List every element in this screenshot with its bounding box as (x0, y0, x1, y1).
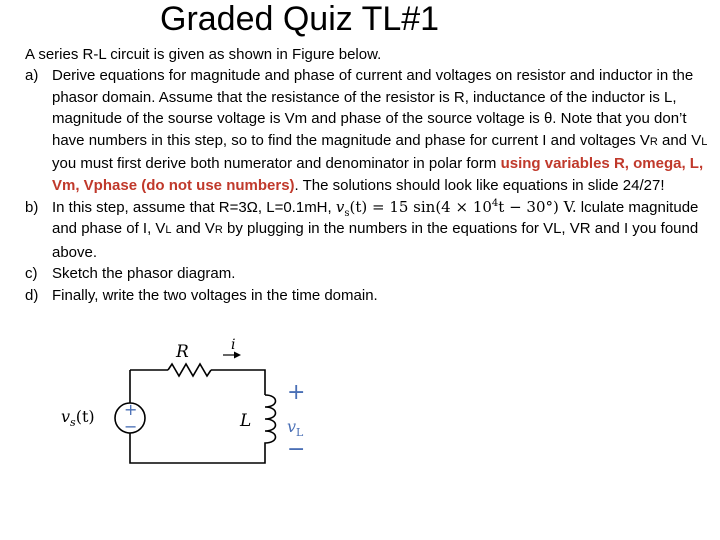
question-d-label: d) (25, 286, 39, 304)
question-a (25, 65, 715, 197)
eq-rest: (t) = 15 sin(4 × 10 (349, 197, 492, 216)
source-label (61, 407, 95, 429)
vl-plus-sign: + (287, 380, 306, 405)
question-b-and: and V (171, 220, 215, 238)
current-label: i (231, 337, 236, 353)
question-a-and: and V (657, 131, 702, 149)
question-list (25, 65, 715, 307)
question-b-text-1: In this step, assume that R=3Ω, L=0.1mH, (52, 198, 332, 216)
question-b (25, 197, 715, 264)
question-c-label: c) (25, 265, 38, 283)
question-b-text-2: lculate magnitude and phase of I, V (52, 198, 699, 238)
source-voltage-equation (336, 198, 577, 217)
eq-v: v (335, 197, 345, 216)
eq-tail: t − 30°) V. (498, 197, 577, 216)
vl-label-sub: L (296, 426, 304, 439)
vl-label (287, 417, 304, 439)
intro-text: A series R-L circuit is given as shown in Figure below. (25, 46, 382, 63)
question-a-emphasis: using variables R, omega, L, Vm, Vphase (do not use numbers) (52, 155, 704, 194)
question-d (25, 285, 715, 307)
source-plus-sign: + (124, 400, 138, 419)
source-minus-sign: − (124, 417, 138, 436)
resistor-label: R (176, 342, 189, 362)
eq-sub: s (344, 207, 350, 219)
source-label-sub: s (70, 416, 76, 429)
question-a-label: a) (25, 67, 39, 84)
question-d-text: Finally, write the two voltages in the time domain. (52, 286, 378, 304)
source-label-arg: (t) (75, 407, 95, 426)
rl-circuit-diagram (55, 335, 325, 465)
question-a-text-1: Derive equations for magnitude and phase of current and voltages on resistor and inductor in the phasor domain. Assume that the resistance of the resistor is R, inductance of the inductor is L, magnitude of the sourse voltage is Vm and phase of the source voltage is θ. Note that you don’t have numbers in this step, so to find the magnitude and phase for current I and voltages V (52, 67, 694, 149)
question-c (25, 263, 715, 285)
source-label-v: v (61, 407, 71, 426)
inductor-symbol (265, 395, 276, 445)
inductor-label: L (240, 411, 252, 431)
vr-subscript-b: R (214, 224, 223, 237)
quiz-title: Graded Quiz TL#1 (160, 0, 440, 38)
vl-minus-sign: − (287, 437, 306, 462)
vl-label-v: v (287, 417, 297, 436)
question-a-text-2: you must first derive both numerator and denominator in polar form (52, 155, 501, 173)
resistor-symbol (168, 364, 211, 376)
question-b-label: b) (25, 198, 39, 216)
question-c-text: Sketch the phasor diagram. (52, 265, 236, 283)
question-b-text-3: by plugging in the numbers in the equations for VL, VR and I you found above. (52, 220, 699, 261)
question-a-text-3: . The solutions should look like equations in slide 24/27! (294, 176, 665, 194)
vl-subscript-b: L (165, 224, 172, 237)
eq-exponent: 4 (491, 197, 499, 209)
vr-subscript: R (649, 135, 658, 148)
vl-subscript: L (701, 135, 708, 148)
